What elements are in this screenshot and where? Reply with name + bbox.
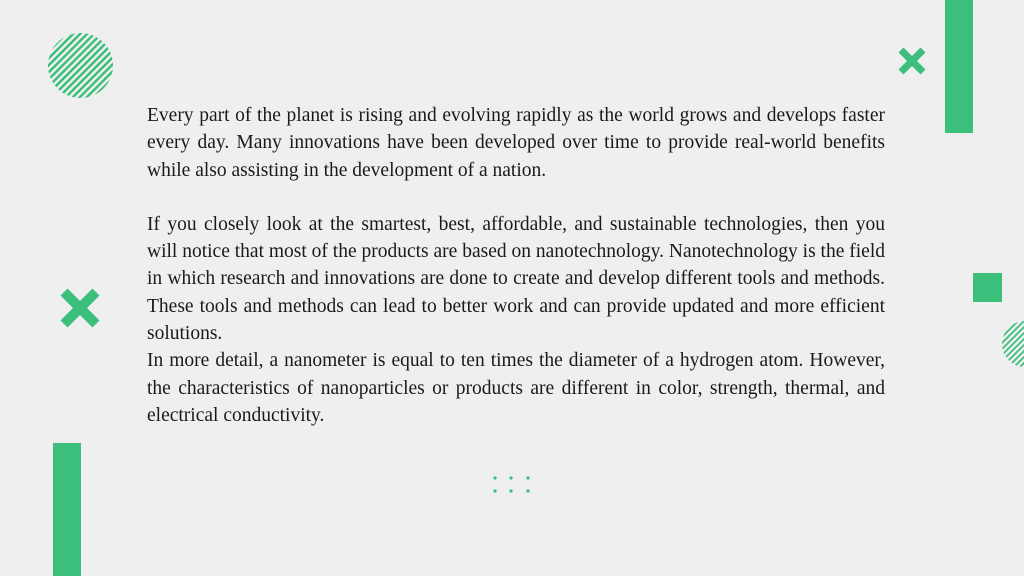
paragraph-intro: Every part of the planet is rising and evolving rapidly as the world grows and develops faster every day. Many innovations have been developed over time to provide real-world benefits while also assisting in the development of a nation. — [147, 105, 885, 181]
cross-icon — [897, 46, 927, 76]
accent-square-right — [973, 273, 1002, 302]
striped-circle-icon — [47, 32, 114, 99]
paragraph-detail: In more detail, a nanometer is equal to ten times the diameter of a hydrogen atom. However, the characteristics of nanoparticles or products are different in color, strength, thermal, and electrical conductivity. — [147, 350, 885, 426]
striped-circle-icon — [1001, 320, 1024, 368]
dots-grid-icon — [490, 474, 536, 496]
accent-bar-bottom-left — [53, 443, 81, 576]
paragraph-nanotechnology: If you closely look at the smartest, best, affordable, and sustainable technologies, then you will notice that most of the products are based on nanotechnology. Nanotechnology is the field in which research and innovations are done to create and develop different tools and methods. These tools and methods can lead to better work and can provide updated and more efficient solutions. — [147, 213, 885, 345]
cross-icon — [60, 288, 100, 328]
body-text — [147, 102, 885, 429]
accent-bar-top-right — [945, 0, 973, 133]
